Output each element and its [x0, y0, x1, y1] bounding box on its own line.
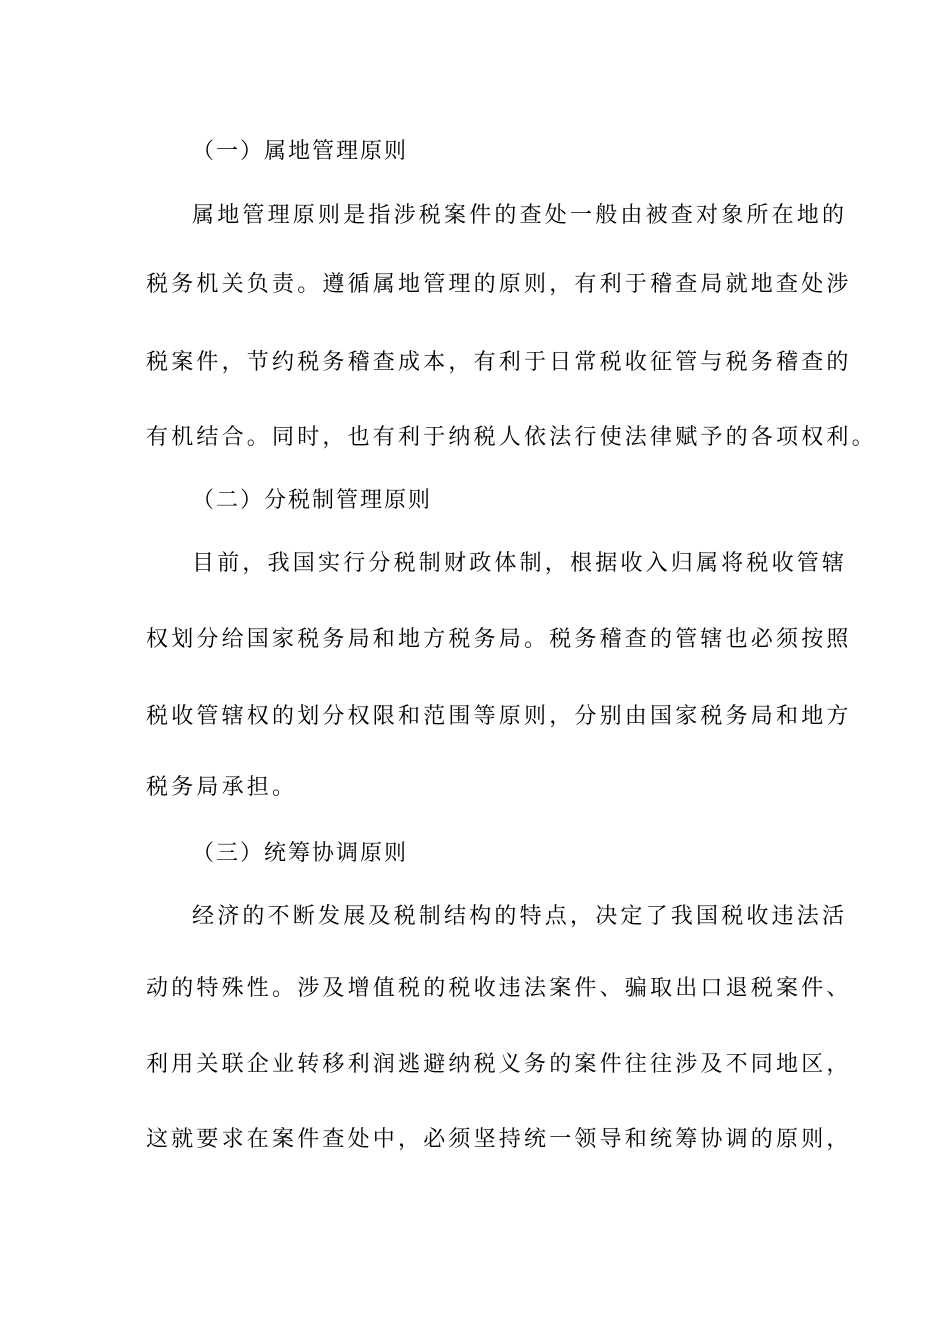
paragraph-line: 这就要求在案件查处中，必须坚持统一领导和统筹协调的原则，	[146, 1127, 852, 1152]
paragraph-line: 权划分给国家税务局和地方税务局。税务稽查的管辖也必须按照	[146, 627, 852, 652]
paragraph-line: 目前，我国实行分税制财政体制，根据收入归属将税收管辖	[192, 551, 848, 576]
paragraph-line: 税案件，节约税务稽查成本，有利于日常税收征管与税务稽查的	[146, 350, 852, 375]
paragraph-line: 属地管理原则是指涉税案件的查处一般由被查对象所在地的	[192, 203, 848, 228]
paragraph-line: 有机结合。同时，也有利于纳税人依法行使法律赋予的各项权利。	[146, 425, 877, 450]
paragraph-line: 税收管辖权的划分权限和范围等原则，分别由国家税务局和地方	[146, 704, 852, 729]
section-heading-3: （三）统筹协调原则	[192, 841, 409, 866]
paragraph-line: 利用关联企业转移利润逃避纳税义务的案件往往涉及不同地区，	[146, 1052, 852, 1077]
paragraph-line: 税务局承担。	[146, 775, 298, 800]
section-heading-1: （一）属地管理原则	[192, 139, 409, 164]
paragraph-line: 税务机关负责。遵循属地管理的原则，有利于稽查局就地查处涉	[146, 272, 852, 297]
paragraph-line: 动的特殊性。涉及增值税的税收违法案件、骗取出口退税案件、	[146, 976, 852, 1001]
section-heading-2: （二）分税制管理原则	[192, 488, 433, 513]
paragraph-line: 经济的不断发展及税制结构的特点，决定了我国税收违法活	[192, 904, 848, 929]
